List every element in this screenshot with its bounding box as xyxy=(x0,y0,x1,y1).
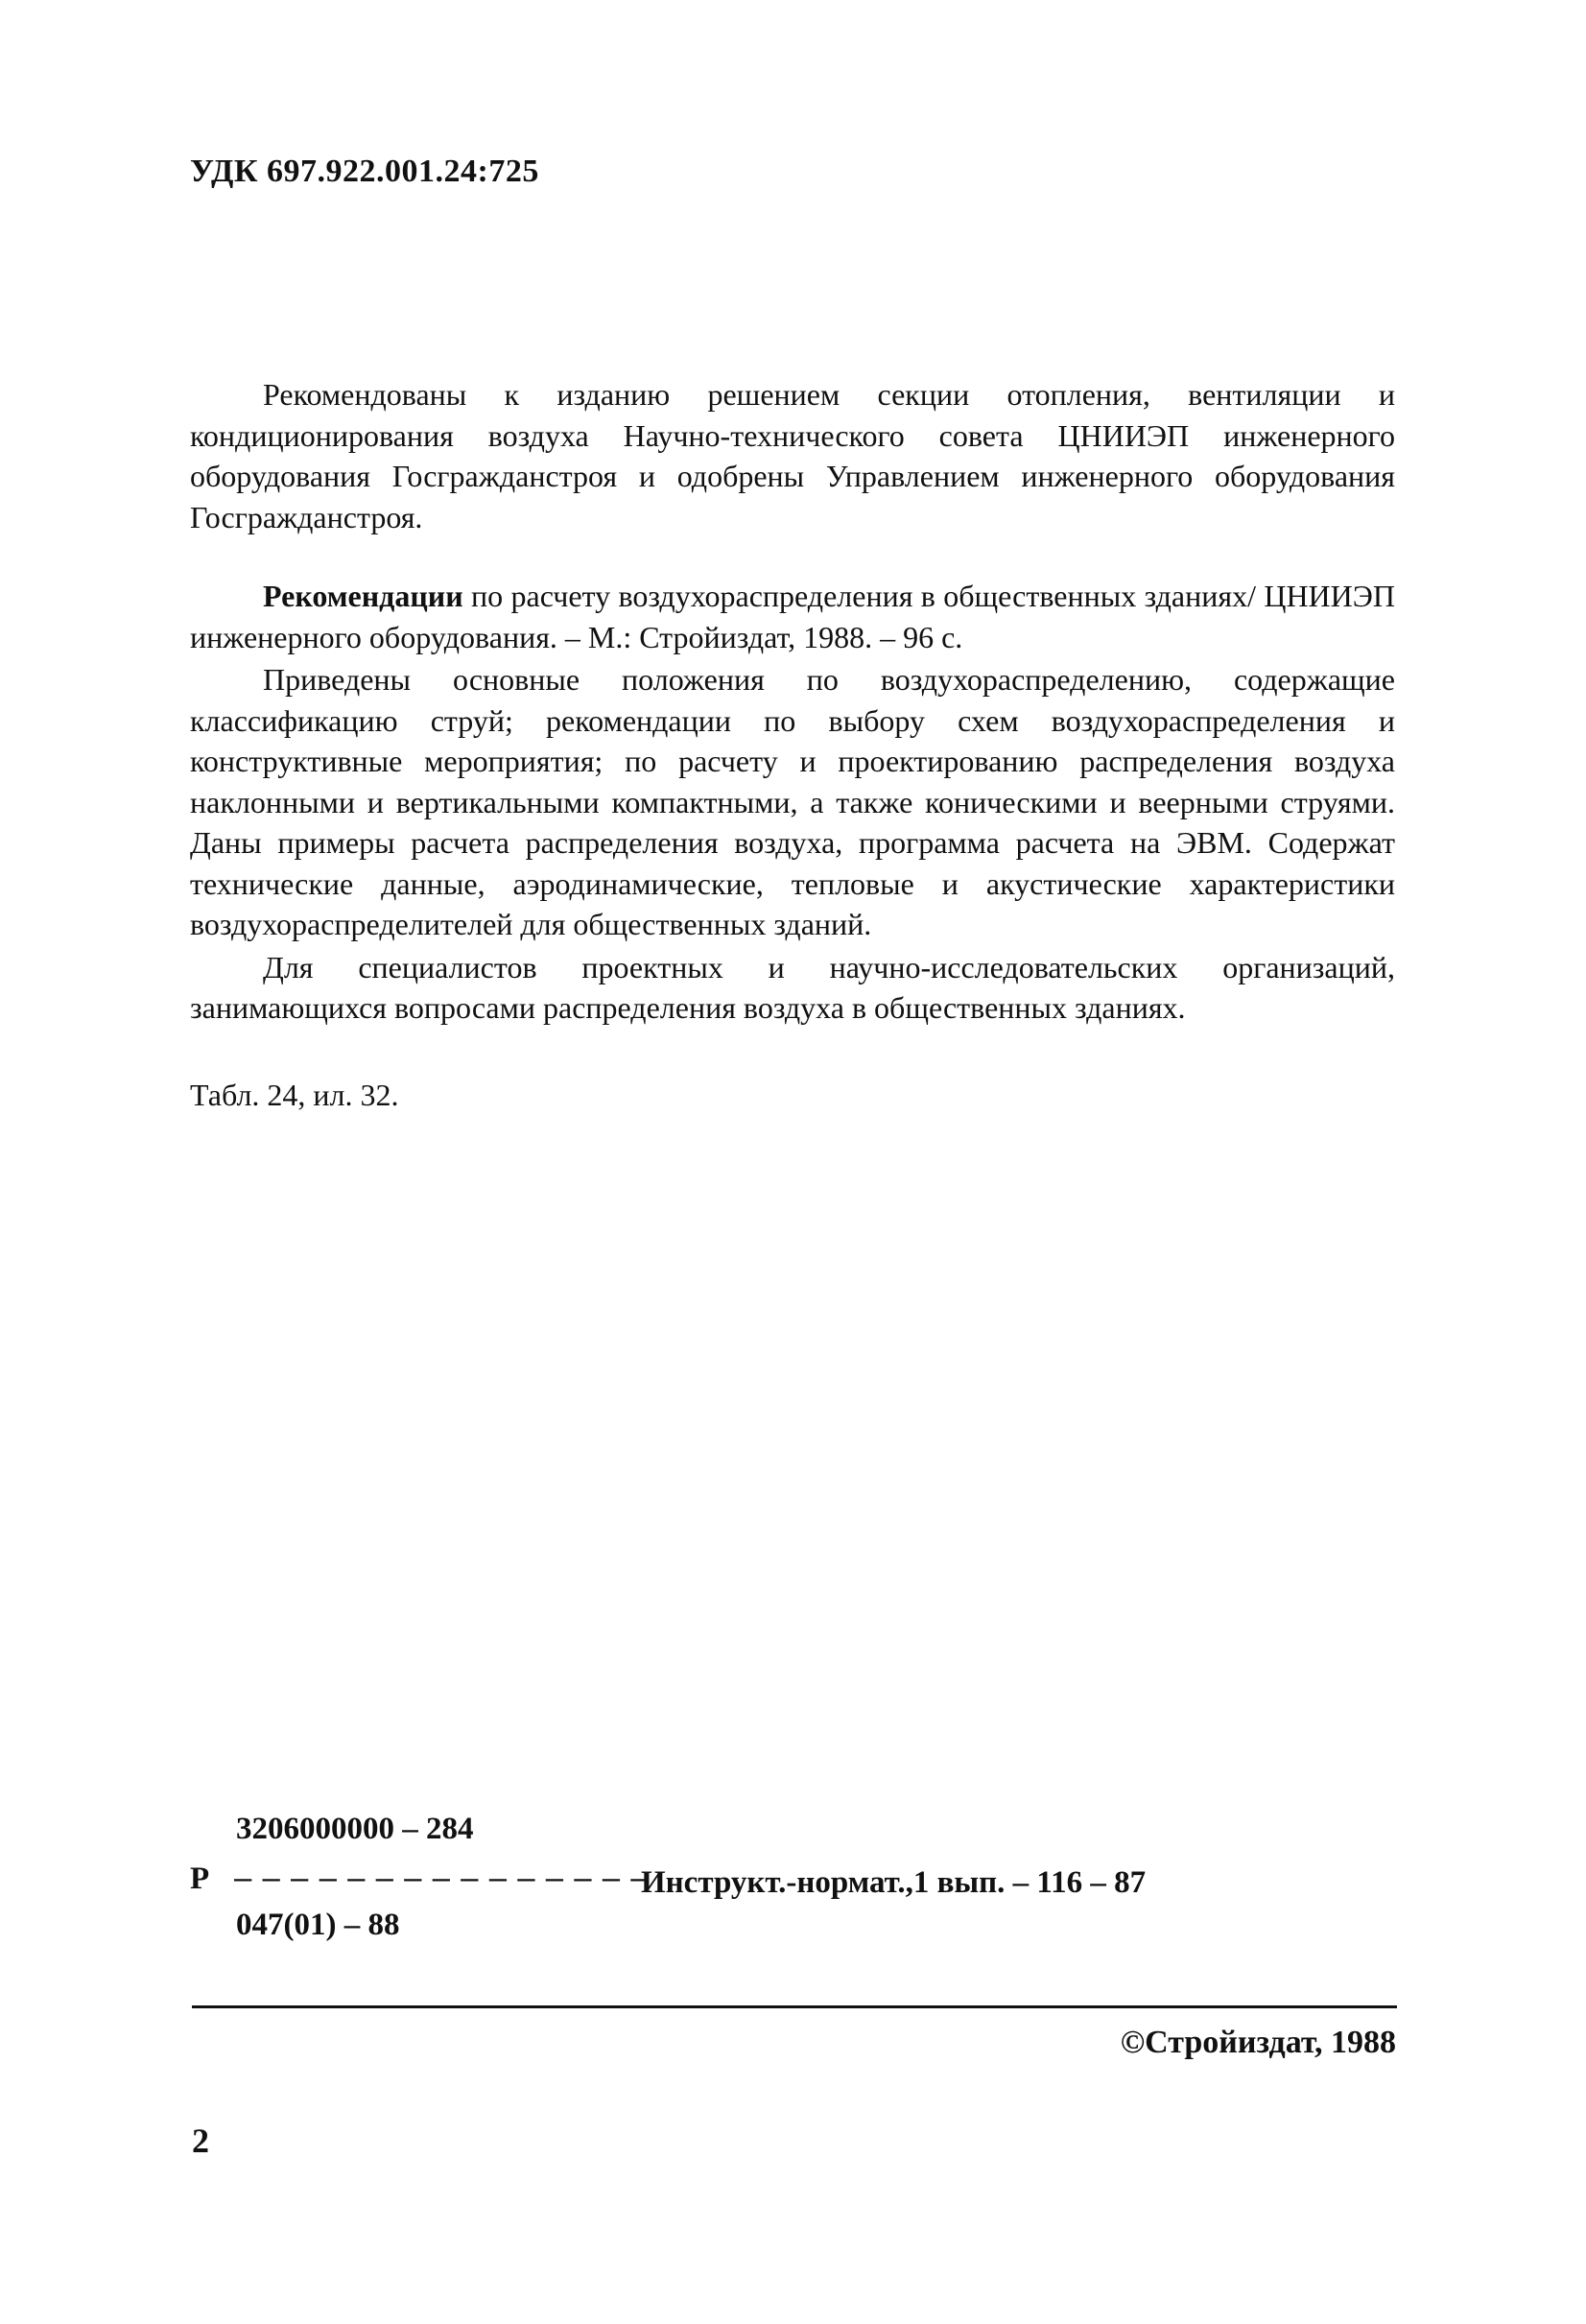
citation-paragraph xyxy=(190,576,1395,657)
recommendation-paragraph xyxy=(190,374,1395,537)
citation-rest: по расчету воздухораспределения в общественных зданиях/ ЦНИИЭП инженерного оборудования. – М.: Стройиздат, 1988. – 96 с. xyxy=(190,579,1395,654)
page-number: 2 xyxy=(192,2122,209,2160)
udk-code: УДК 697.922.001.24:725 xyxy=(190,154,539,189)
citation-lead: Рекомендации xyxy=(263,579,463,613)
tables-illustrations-count: Табл. 24, ил. 32. xyxy=(190,1078,399,1112)
horizontal-rule xyxy=(192,2005,1397,2008)
copyright-notice: ©Стройиздат, 1988 xyxy=(1120,2025,1396,2060)
abstract-section xyxy=(190,576,1395,1029)
publication-index-code: Инструкт.-нормат.,1 вып. – 116 – 87 xyxy=(641,1865,1147,1900)
publication-index-letter: Р xyxy=(190,1862,210,1896)
summary-paragraph: Приведены основные положения по воздухораспределению, содержащие классификацию струй; рекомендации по выбору схем воздухораспределения и конструктивные мероприятия; по расчету и проектированию распределения воздуха наклонными и вертикальными компактными, а также коническими и веерными струями. Даны примеры расчета распределения воздуха, программа расчета на ЭВМ. Содержат технические данные, аэродинамические, тепловые и акустические характеристики воздухораспределителей для общественных зданий. xyxy=(190,662,1395,941)
publication-index-top: 3206000000 – 284 xyxy=(236,1812,474,1846)
recommendation-text: Рекомендованы к изданию решением секции отопления, вентиляции и кондиционирования воздуха Научно-технического совета ЦНИИЭП инженерного оборудования Госгражданстроя и одобрены Управлением инженерного оборудования Госгражданстроя. xyxy=(190,377,1395,534)
audience-paragraph: Для специалистов проектных и научно-исследовательских организаций, занимающихся вопросами распределения воздуха в общественных зданиях. xyxy=(190,949,1395,1025)
publication-index-divider: – – – – – – – – – – – – – – – xyxy=(234,1860,650,1895)
publication-index-bottom: 047(01) – 88 xyxy=(236,1908,400,1942)
